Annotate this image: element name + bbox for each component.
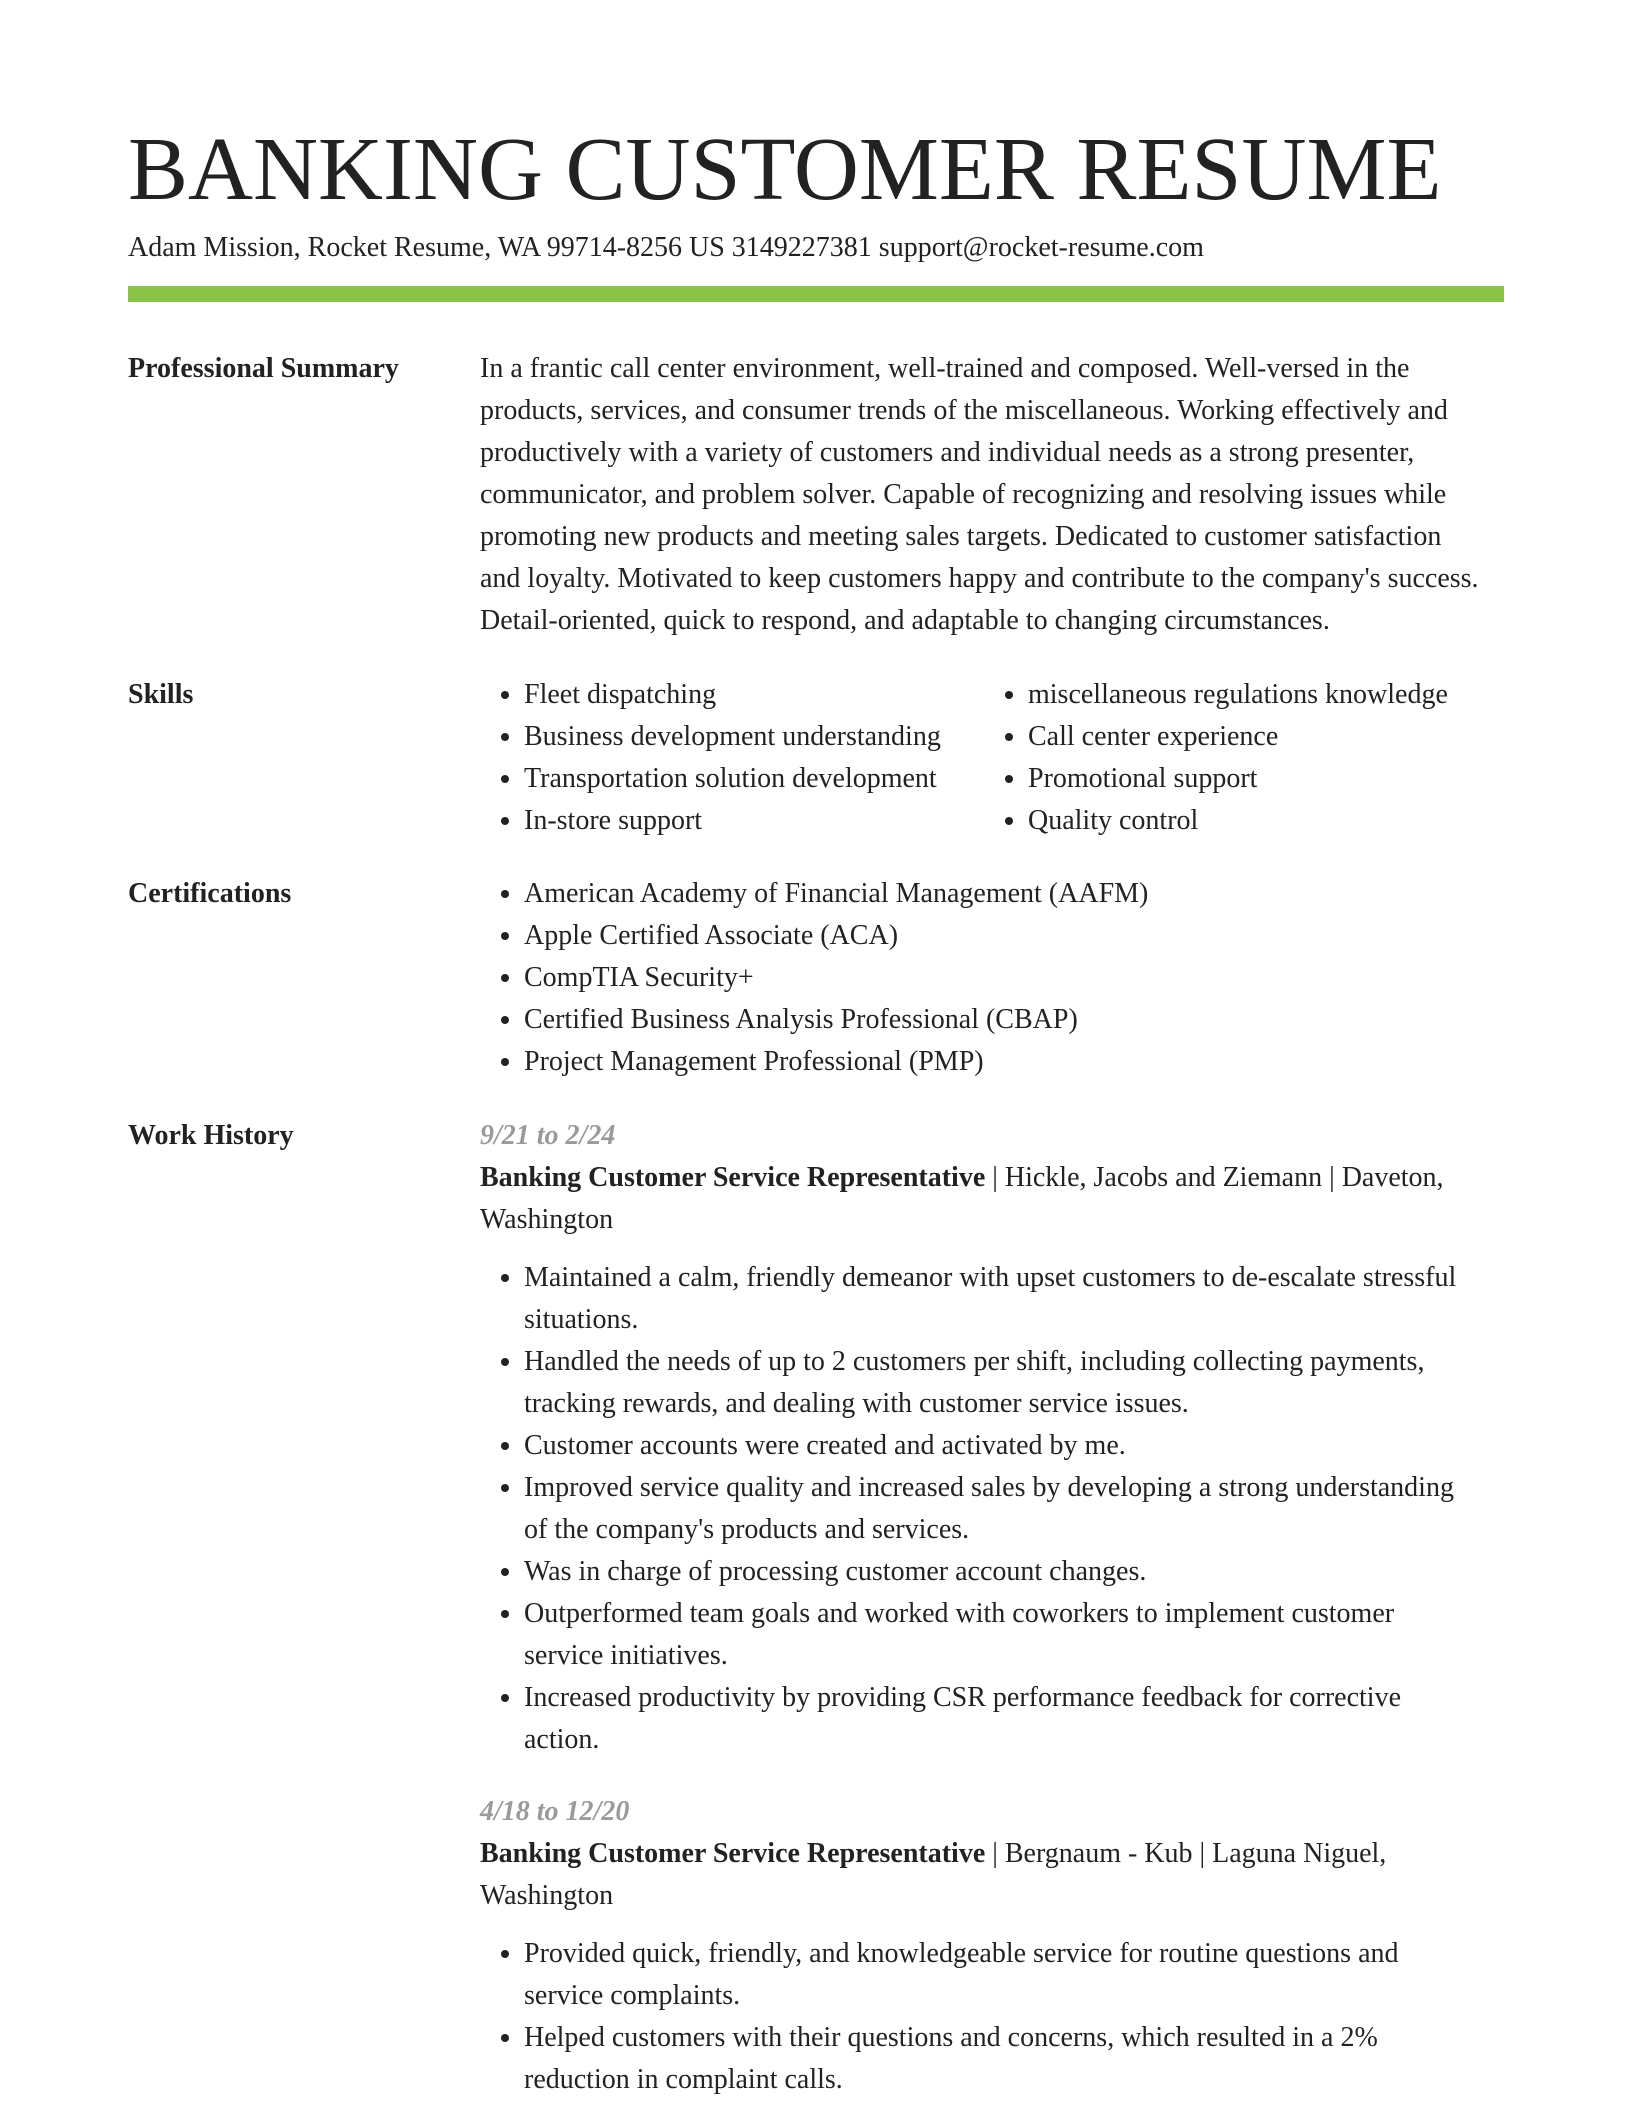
skills-columns <box>480 674 1490 842</box>
section-title-certifications: Certifications <box>128 878 292 909</box>
section-title-skills: Skills <box>128 679 194 710</box>
certification-item: • American Academy of Financial Management (AAFM) <box>524 873 1480 915</box>
job-bullets <box>480 1257 1480 1761</box>
job-company-location: | Hickle, Jacobs and Ziemann | Daveton, Washington <box>480 1162 1444 1235</box>
certification-item: • Apple Certified Associate (ACA) <box>524 915 1480 957</box>
skill-item: • miscellaneous regulations knowledge <box>1028 674 1488 716</box>
certification-item: • Project Management Professional (PMP) <box>524 1041 1480 1083</box>
skills-list-1 <box>480 674 984 842</box>
skill-item: • Promotional support <box>1028 758 1488 800</box>
summary-body <box>480 348 1480 642</box>
contact-line: Adam Mission, Rocket Resume, WA 99714-8256 US 3149227381 support@rocket-resume.com <box>128 232 1204 263</box>
job-dates: 4/18 to 12/20 <box>480 1796 630 1827</box>
work-history-body <box>480 1115 1480 2101</box>
job-bullet: • Handled the needs of up to 2 customers per shift, including collecting payments, tracking rewards, and dealing with customer service issues. <box>524 1341 1480 1425</box>
job-bullet: • Helped customers with their questions and concerns, which resulted in a 2% reduction in complaint calls. <box>524 2017 1480 2101</box>
job-bullet: • Customer accounts were created and activated by me. <box>524 1425 1480 1467</box>
job-entry <box>480 1115 1480 1761</box>
job-entry <box>480 1791 1480 2101</box>
job-role-line <box>480 1833 1480 1917</box>
skill-item: • Call center experience <box>1028 716 1488 758</box>
job-bullet: • Outperformed team goals and worked with coworkers to implement customer service initiatives. <box>524 1593 1480 1677</box>
skills-body <box>480 674 1480 842</box>
skills-column-2 <box>984 674 1488 842</box>
job-bullet: • Maintained a calm, friendly demeanor with upset customers to de-escalate stressful situations. <box>524 1257 1480 1341</box>
skill-item: • Quality control <box>1028 800 1488 842</box>
job-bullet: • Increased productivity by providing CSR performance feedback for corrective action. <box>524 1677 1480 1761</box>
section-title-work-history: Work History <box>128 1120 294 1151</box>
certification-item: • CompTIA Security+ <box>524 957 1480 999</box>
skill-item: • Fleet dispatching <box>524 674 984 716</box>
skills-list-2 <box>984 674 1488 842</box>
header-divider <box>128 286 1504 302</box>
certification-item: • Certified Business Analysis Professional (CBAP) <box>524 999 1480 1041</box>
skill-item: • In-store support <box>524 800 984 842</box>
job-company-location: | Bergnaum - Kub | Laguna Niguel, Washington <box>480 1838 1387 1911</box>
skill-item: • Business development understanding <box>524 716 984 758</box>
summary-text: In a frantic call center environment, well-trained and composed. Well-versed in the products, services, and consumer trends of the miscellaneous. Working effectively and productively with a variety of customers and individual needs as a strong presenter, communicator, and problem solver. Capable of recognizing and resolving issues while promoting new products and meeting sales targets. Dedicated to customer satisfaction and loyalty. Motivated to keep customers happy and contribute to the company's success. Detail-oriented, quick to respond, and adaptable to changing circumstances. <box>480 353 1479 636</box>
job-bullet: • Provided quick, friendly, and knowledgeable service for routine questions and service complaints. <box>524 1933 1480 2017</box>
certifications-body <box>480 873 1480 1083</box>
job-title: Banking Customer Service Representative <box>480 1162 986 1193</box>
resume-title: BANKING CUSTOMER RESUME <box>128 120 1442 219</box>
certifications-list <box>480 873 1480 1083</box>
section-title-summary: Professional Summary <box>128 353 399 384</box>
job-bullets <box>480 1933 1480 2101</box>
job-dates: 9/21 to 2/24 <box>480 1120 616 1151</box>
job-bullet: • Improved service quality and increased sales by developing a strong understanding of the company's products and services. <box>524 1467 1480 1551</box>
job-role-line <box>480 1157 1480 1241</box>
skills-column-1 <box>480 674 984 842</box>
skill-item: • Transportation solution development <box>524 758 984 800</box>
job-bullet: • Was in charge of processing customer account changes. <box>524 1551 1480 1593</box>
job-title: Banking Customer Service Representative <box>480 1838 986 1869</box>
